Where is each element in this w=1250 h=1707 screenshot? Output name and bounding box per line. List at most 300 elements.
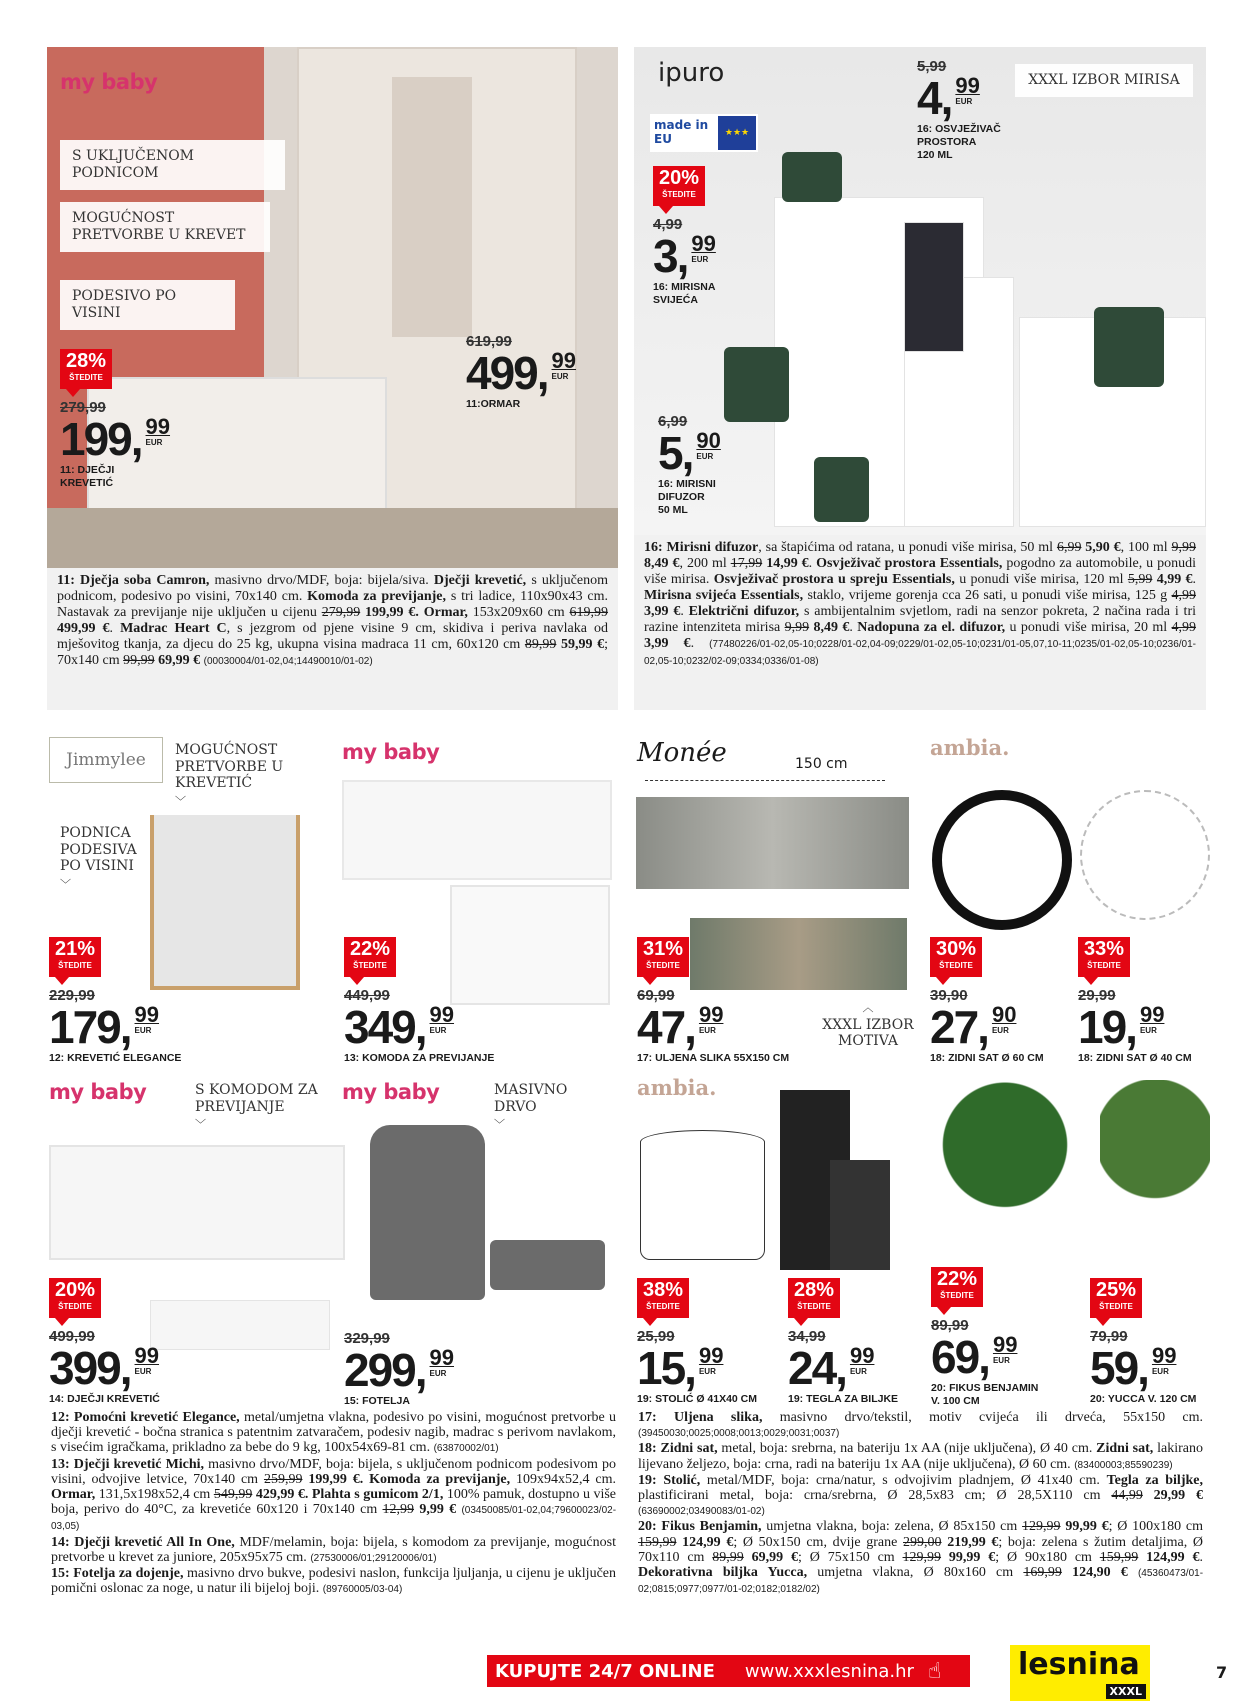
discount-badge xyxy=(637,937,689,977)
price-decimal xyxy=(430,1347,454,1379)
jimmylee-logo: Jimmylee xyxy=(49,737,163,783)
note-podnica-visina xyxy=(60,825,145,893)
discount-badge xyxy=(930,937,982,977)
body-text: ; Ø 75x150 cm xyxy=(798,1549,903,1565)
discount-badge xyxy=(344,937,396,977)
article-code: (00030004/01-02,04;14490010/01-02) xyxy=(203,656,373,667)
logo-tag: XXXL xyxy=(1106,1684,1146,1699)
product-label: 13: KOMODA ZA PREVIJANJE xyxy=(344,1052,495,1064)
current-price xyxy=(49,1342,160,1394)
made-in-eu-label: made in EU xyxy=(654,118,709,146)
body-text: MDF/melamin, boja: bijela, s komodom za previjanje, mogućnost pretvorbe u krevet za juniore, 205x95x75 cm. xyxy=(51,1534,616,1565)
chevron-down-icon: ﹀ xyxy=(175,794,186,808)
discount-percent: 31% xyxy=(642,938,684,960)
body-text: ; boja: zelena s žutim detaljima, Ø 70x110 cm xyxy=(638,1534,1204,1565)
product-label: 16: MIRISNA SVIJEĆA xyxy=(653,281,716,306)
old-price: 279,99 xyxy=(60,399,106,416)
description-17-20 xyxy=(634,1410,1207,1597)
note-masivno-drvo xyxy=(494,1082,574,1134)
body-text: ; Ø 50x150 cm, dvije grane xyxy=(733,1534,904,1550)
bold-text: 199,99 €. xyxy=(365,605,419,620)
old-price: 89,99 xyxy=(931,1317,969,1334)
discount-percent: 33% xyxy=(1083,938,1125,960)
dimension-label: 150 cm xyxy=(795,756,848,772)
plant-stand-short-image xyxy=(830,1160,890,1270)
currency: EUR xyxy=(134,1367,152,1376)
old-price-text: 549,99 xyxy=(213,1487,253,1503)
bold-text: 12: Pomoćni krevetić Elegance, xyxy=(51,1410,240,1425)
description-12-15 xyxy=(47,1410,620,1597)
current-price xyxy=(344,1344,455,1396)
bold-text: Komoda za previjanje, xyxy=(307,589,447,604)
discount-percent: 30% xyxy=(935,938,977,960)
article-code: (03450085/01-02,04;79600023/02-03,05) xyxy=(51,1505,617,1533)
price-block xyxy=(466,333,576,411)
ambia-logo: ambia. xyxy=(637,1075,717,1100)
old-price: 329,99 xyxy=(344,1330,390,1347)
body-text: masivno drvo bukve, podesivi naslon, funkcija ljuljanja, u cijenu je uključen pomični oslonac za noge, u natur ili bijeloj boji. xyxy=(51,1566,616,1597)
price-decimal xyxy=(992,1004,1016,1036)
currency: EUR xyxy=(698,1026,716,1035)
price-integer: 499, xyxy=(466,347,548,399)
eu-flag-icon: ★★★ xyxy=(718,116,756,150)
savings-label: ŠTEDITE xyxy=(58,961,92,970)
body-text: umjetna vlakna, boja: zelena, Ø 85x150 cm xyxy=(761,1519,1023,1535)
savings-label: ŠTEDITE xyxy=(1099,1302,1133,1311)
price-cents: 99 xyxy=(134,1343,160,1368)
old-price-text: 279,99 xyxy=(321,605,361,620)
old-price-text: 89,99 xyxy=(524,637,557,652)
body-text: plastificirani metal, boja: crna/srebrna, Ø 28,5x83 cm; Ø 28,5X110 cm xyxy=(638,1488,1112,1504)
old-price: 79,99 xyxy=(1090,1328,1128,1345)
body-text: ; 70x140 cm xyxy=(57,637,608,668)
price-integer: 15, xyxy=(637,1342,695,1394)
description-16 xyxy=(634,535,1206,710)
product-label: 17: ULJENA SLIKA 55X150 CM xyxy=(637,1052,790,1064)
price-decimal xyxy=(696,430,720,462)
price-block xyxy=(344,1330,454,1408)
bold-text: 14,99 € xyxy=(766,556,809,571)
body-text: masivno drvo/MDF, boja: bijela, s uključenom podnicom podesivom po visini, odvojive letvice, 70x140 cm xyxy=(51,1456,616,1487)
bold-text: 15: Fotelja za dojenje, xyxy=(51,1566,184,1582)
discount-percent: 20% xyxy=(54,1279,96,1301)
current-price xyxy=(1078,1001,1192,1053)
price-decimal xyxy=(135,1345,159,1377)
body-text: s ambijentalnim svjetlom, radi na senzor pokreta, 2 načina rada i tri razine intenziteta mirisa xyxy=(644,604,1197,635)
chevron-down-icon: ﹀ xyxy=(60,877,71,891)
ipuro-logo: ipuro xyxy=(658,58,725,88)
ambia-logo: ambia. xyxy=(930,735,1010,760)
savings-label: ŠTEDITE xyxy=(940,1291,974,1300)
body-text: umjetna vlakna, Ø 80x160 cm xyxy=(807,1565,1024,1581)
bold-text: 4,99 € xyxy=(1156,572,1193,587)
price-block xyxy=(653,166,716,307)
lesnina-logo xyxy=(1010,1645,1150,1701)
price-decimal xyxy=(699,1345,723,1377)
old-price-text: 17,99 xyxy=(730,556,763,571)
price-cents: 99 xyxy=(429,1002,455,1027)
price-integer: 299, xyxy=(344,1344,426,1396)
body-text: ; Ø 100x180 cm xyxy=(1108,1519,1204,1535)
silver-wall-clock-image xyxy=(1080,790,1210,920)
bold-text: Tegla za biljke, xyxy=(1106,1472,1203,1488)
old-price: 5,99 xyxy=(917,58,947,75)
price-cents: 99 xyxy=(145,414,171,439)
online-shop-banner[interactable] xyxy=(487,1655,970,1687)
dimension-arrow xyxy=(645,780,885,781)
discount-badge xyxy=(1090,1278,1142,1318)
old-price-text: 159,99 xyxy=(1099,1549,1139,1565)
chevron-up-icon: ︿ xyxy=(862,1001,874,1014)
price-decimal xyxy=(1152,1345,1176,1377)
old-price: 6,99 xyxy=(658,413,688,430)
price-cents: 99 xyxy=(698,1343,724,1368)
article-code: (63690002;03490083/01-02) xyxy=(638,1506,765,1518)
current-price xyxy=(344,1001,494,1053)
price-block xyxy=(637,1278,757,1406)
old-price-text: 299,00 xyxy=(903,1534,942,1550)
discount-badge xyxy=(931,1267,983,1307)
price-integer: 3, xyxy=(653,230,688,282)
body-text: . xyxy=(849,620,858,635)
body-text: 153x209x60 cm xyxy=(467,605,570,620)
product-label: 20: YUCCA V. 120 CM xyxy=(1090,1393,1197,1405)
product-label: 18: ZIDNI SAT Ø 60 CM xyxy=(930,1052,1044,1064)
old-price-text: 44,99 xyxy=(1111,1488,1143,1504)
old-price: 69,99 xyxy=(637,987,675,1004)
body-text: . xyxy=(1192,572,1197,587)
article-code: (39450030;0025;0008;0013;0029;0031;0037) xyxy=(638,1428,840,1440)
old-price-text: 259,99 xyxy=(263,1471,303,1487)
chevron-down-icon: ﹀ xyxy=(195,1118,206,1131)
product-label: 15: FOTELJA xyxy=(344,1395,410,1407)
old-price-text: 4,99 xyxy=(1171,588,1196,603)
current-price xyxy=(637,1001,789,1053)
price-integer: 179, xyxy=(49,1001,131,1053)
bold-text: Ormar, xyxy=(423,605,468,620)
bold-text: Dekorativna biljka Yucca, xyxy=(638,1565,808,1581)
bold-text: 219,99 € xyxy=(947,1534,999,1550)
bold-text: 124,90 € xyxy=(1072,1565,1128,1581)
savings-label: ŠTEDITE xyxy=(69,373,103,382)
currency: EUR xyxy=(1139,1026,1157,1035)
savings-label: ŠTEDITE xyxy=(1087,961,1121,970)
bold-text: 9,99 € xyxy=(419,1502,457,1518)
old-price: 4,99 xyxy=(653,216,683,233)
currency: EUR xyxy=(849,1367,867,1376)
bold-text: 17: Uljena slika, xyxy=(638,1410,763,1425)
note-izbor-motiva xyxy=(818,998,918,1050)
price-cents: 99 xyxy=(1151,1343,1177,1368)
shelf-image xyxy=(392,77,472,337)
bold-text: 429,99 €. Plahta s gumicom 2/1, xyxy=(255,1487,444,1503)
hand-cursor-icon: ☝ xyxy=(927,1658,942,1684)
body-text: . xyxy=(680,604,689,619)
callout-pretvorba: MOGUĆNOST PRETVORBE U KREVET xyxy=(60,202,270,252)
bold-text: Zidni sat, xyxy=(1096,1441,1154,1457)
discount-badge xyxy=(653,166,705,206)
price-block xyxy=(49,937,181,1065)
bold-text: 13: Dječji krevetić Michi, xyxy=(51,1456,205,1472)
bold-text: 124,99 € xyxy=(1146,1549,1200,1565)
price-decimal xyxy=(146,416,170,448)
price-integer: 19, xyxy=(1078,1001,1136,1053)
body-text: 100% pamuk, dostupno u više boja, perivo do 40°C, za krevetiće 60x120 i 70x140 cm xyxy=(51,1487,617,1518)
bold-text: 16: Mirisni difuzor xyxy=(644,540,759,555)
product-label: 16: OSVJEŽIVAČ PROSTORA 120 ML xyxy=(917,123,1001,161)
bold-text: Električni difuzor, xyxy=(688,604,800,619)
price-decimal xyxy=(552,350,576,382)
body-text: , 200 ml xyxy=(679,556,731,571)
body-text: 131,5x198x52,4 cm xyxy=(95,1487,214,1503)
discount-badge xyxy=(637,1278,689,1318)
monee-logo: Monée xyxy=(637,738,727,768)
body-text: , s jezgrom od pjene visine 9 cm, skidiva i periva navlaka od mješovitog tkanja, za djecu do 25 kg, ukupna visina madraca 11 cm, 60x120 cm xyxy=(57,621,608,652)
currency: EUR xyxy=(955,97,973,106)
savings-label: ŠTEDITE xyxy=(646,1302,680,1311)
bold-text: 29,99 € xyxy=(1153,1488,1204,1504)
discount-badge xyxy=(60,349,112,389)
current-price xyxy=(637,1342,757,1394)
body-text: masivno drvo/tekstil, motiv cvijeća ili drveća, 55x150 cm. xyxy=(762,1410,1203,1425)
discount-percent: 22% xyxy=(349,938,391,960)
painting-flowers-image xyxy=(636,797,909,889)
price-block xyxy=(637,937,789,1065)
price-block xyxy=(930,937,1044,1065)
floor xyxy=(47,508,618,568)
price-block xyxy=(344,937,494,1065)
my-baby-logo: my baby xyxy=(49,1080,147,1104)
bold-text: 199,99 €. Komoda za previjanje, xyxy=(308,1471,511,1487)
body-text: metal/MDF, boja: crna/natur, s odvojivim pladnjem, Ø 41x40 cm. xyxy=(700,1472,1107,1488)
article-code: (83400003;85590239) xyxy=(1074,1459,1173,1471)
body-text: . xyxy=(109,621,121,636)
currency: EUR xyxy=(551,372,569,381)
price-decimal xyxy=(691,233,715,265)
website-link[interactable]: www.xxxlesnina.hr xyxy=(744,1660,914,1682)
savings-label: ŠTEDITE xyxy=(662,190,696,199)
price-block xyxy=(931,1267,1038,1408)
body-text: staklo, vrijeme gorenja cca 26 sati, u ponudi više mirisa, 125 g xyxy=(803,588,1172,603)
price-cents: 99 xyxy=(1139,1002,1165,1027)
savings-label: ŠTEDITE xyxy=(939,961,973,970)
footrest-image xyxy=(490,1240,605,1290)
bold-text: 8,49 € xyxy=(813,620,850,635)
body-text: metal, boja: srebrna, na bateriju 1x AA (nije uključena), Ø 40 cm. xyxy=(717,1441,1097,1457)
body-text xyxy=(941,1550,949,1565)
old-price: 499,99 xyxy=(49,1328,95,1345)
price-decimal xyxy=(135,1004,159,1036)
bold-text: 18: Zidni sat, xyxy=(638,1441,718,1457)
old-price-text: 12,99 xyxy=(382,1502,415,1518)
body-text: , 100 ml xyxy=(1120,540,1172,555)
price-integer: 399, xyxy=(49,1342,131,1394)
discount-percent: 38% xyxy=(642,1279,684,1301)
note-text: MOGUĆNOST PRETVORBE U KREVETIĆ xyxy=(175,742,284,791)
currency: EUR xyxy=(696,452,714,461)
bold-text: 20: Fikus Benjamin, xyxy=(638,1519,762,1535)
savings-label: ŠTEDITE xyxy=(797,1302,831,1311)
price-block xyxy=(49,1278,160,1406)
current-price xyxy=(653,230,716,282)
bold-text: 124,99 € xyxy=(682,1534,734,1550)
bold-text: 69,99 € xyxy=(158,653,201,668)
product-label: 11:ORMAR xyxy=(466,398,521,410)
body-text: u ponudi više mirisa, 120 ml xyxy=(954,572,1128,587)
all-in-one-crib-image xyxy=(49,1145,345,1260)
currency: EUR xyxy=(698,1367,716,1376)
price-cents: 99 xyxy=(691,231,716,256)
discount-badge xyxy=(49,937,101,977)
old-price: 229,99 xyxy=(49,987,95,1004)
price-decimal xyxy=(850,1345,874,1377)
price-block xyxy=(1078,937,1192,1065)
body-text: lakirano lijevano željezo, boja: crna, radi na bateriju 1x AA (nije uključena), Ø 60 cm. xyxy=(638,1441,1203,1472)
article-code: (89760005/03-04) xyxy=(322,1584,403,1596)
discount-percent: 20% xyxy=(658,167,700,189)
old-price: 34,99 xyxy=(788,1328,826,1345)
crib-michi-image xyxy=(342,780,612,880)
bold-text: 3,99 € xyxy=(644,636,691,651)
nursing-chair-image xyxy=(370,1125,485,1300)
note-text: MASIVNO DRVO xyxy=(494,1082,568,1115)
yucca-image xyxy=(1100,1080,1210,1275)
price-cents: 99 xyxy=(992,1332,1018,1357)
product-label: 20: FIKUS BENJAMIN V. 100 CM xyxy=(931,1382,1039,1407)
discount-percent: 21% xyxy=(54,938,96,960)
price-block xyxy=(917,58,1001,162)
price-integer: 27, xyxy=(930,1001,988,1053)
body-text: metal/umjetna vlakna, podesivo po visini, mogućnost pretvorbe u dječji krevetić - bočna stranica s patentnim zatvaračem, podesiv nagib, madrac s perivom navlakom, s visećim igračkama, prikladno za bebe do 9 kg, 100x54x69-81 cm. xyxy=(51,1410,616,1456)
price-block xyxy=(1090,1278,1196,1406)
old-price-text: 169,99 xyxy=(1023,1565,1062,1581)
body-text: s tri ladice, 110x90x43 cm. Nastavak za previjanje nije uključen u cijenu xyxy=(57,589,608,620)
bold-text: Osvježivač prostora u spreju Essentials, xyxy=(713,572,955,587)
price-block xyxy=(60,349,170,490)
body-text: ; Ø 90x180 cm xyxy=(995,1549,1100,1565)
side-table-image xyxy=(640,1130,765,1260)
current-price xyxy=(49,1001,181,1053)
currency: EUR xyxy=(691,255,709,264)
price-integer: 199, xyxy=(60,413,142,465)
price-decimal xyxy=(955,75,979,107)
body-text xyxy=(1143,1488,1154,1503)
ficus-image xyxy=(940,1080,1070,1265)
price-cents: 90 xyxy=(696,428,721,453)
old-price-text: 9,99 xyxy=(1171,540,1197,555)
price-integer: 59, xyxy=(1090,1342,1148,1394)
current-price xyxy=(917,72,1001,124)
bold-text: 14: Dječji krevetić All In One, xyxy=(51,1534,235,1550)
price-decimal xyxy=(993,1334,1017,1366)
body-text: , sa štapićima od ratana, u ponudi više mirisa, 50 ml xyxy=(758,540,1057,555)
old-price-text: 99,99 xyxy=(123,653,155,668)
body-text: . xyxy=(1199,1549,1204,1565)
discount-percent: 25% xyxy=(1095,1279,1137,1301)
callout-podnica: S UKLJUČENOM PODNICOM xyxy=(60,140,285,190)
body-text: 109x94x52,4 cm. xyxy=(510,1471,616,1487)
made-in-eu-badge xyxy=(650,114,758,152)
discount-badge xyxy=(788,1278,840,1318)
note-s-komodom xyxy=(195,1082,325,1134)
price-cents: 90 xyxy=(991,1002,1017,1027)
price-integer: 69, xyxy=(931,1331,989,1383)
price-decimal xyxy=(430,1004,454,1036)
price-block xyxy=(788,1278,898,1406)
body-text xyxy=(1128,1565,1138,1580)
body-text: . xyxy=(690,636,710,651)
current-price xyxy=(658,427,721,479)
old-price-text: 4,99 xyxy=(1171,620,1196,635)
bold-text: Nadopuna za el. difuzor, xyxy=(857,620,1006,635)
currency: EUR xyxy=(992,1356,1010,1365)
price-cents: 99 xyxy=(698,1002,724,1027)
current-price xyxy=(60,413,171,465)
note-pretvorba-krevetic xyxy=(175,742,295,810)
price-integer: 5, xyxy=(658,427,693,479)
old-price-text: 9,99 xyxy=(784,620,810,635)
bold-text: Madrac Heart C xyxy=(120,621,227,636)
current-price xyxy=(931,1331,1038,1383)
bold-text: 99,99 € xyxy=(948,1549,996,1565)
price-cents: 99 xyxy=(134,1002,160,1027)
price-integer: 47, xyxy=(637,1001,695,1053)
discount-percent: 28% xyxy=(65,350,107,372)
article-code: (45360473/01-02;0815;0977;0977/01-02;0182;0182/02) xyxy=(638,1568,1204,1596)
bold-text: Dječji krevetić, xyxy=(433,573,527,588)
cta-text: KUPUJTE 24/7 ONLINE xyxy=(495,1660,715,1682)
price-integer: 4, xyxy=(917,72,952,124)
price-cents: 99 xyxy=(849,1343,875,1368)
currency: EUR xyxy=(145,438,163,447)
discount-badge xyxy=(49,1278,101,1318)
logo-text: lesnina xyxy=(1018,1647,1140,1682)
old-price: 449,99 xyxy=(344,987,390,1004)
discount-percent: 28% xyxy=(793,1279,835,1301)
note-text: PODNICA PODESIVA PO VISINI xyxy=(60,825,137,874)
callout-podesivo: PODESIVO PO VISINI xyxy=(60,280,235,330)
my-baby-logo: my baby xyxy=(342,1080,440,1104)
body-text xyxy=(744,1550,752,1565)
product-label: 19: STOLIĆ Ø 41X40 CM xyxy=(637,1393,758,1405)
body-text: pogodno za automobile, u ponudi više mirisa. xyxy=(644,556,1197,587)
bold-text: Ormar, xyxy=(51,1487,96,1503)
product-label: 18: ZIDNI SAT Ø 40 CM xyxy=(1078,1052,1192,1064)
currency: EUR xyxy=(991,1026,1009,1035)
product-label: 11: DJEČJI KREVETIĆ xyxy=(60,464,115,489)
article-code: (27530006/01;29120006/01) xyxy=(310,1552,437,1564)
body-text xyxy=(1138,1550,1146,1565)
old-price: 25,99 xyxy=(637,1328,675,1345)
junior-bed-image xyxy=(150,1300,330,1350)
price-decimal xyxy=(699,1004,723,1036)
current-price xyxy=(788,1342,898,1394)
currency: EUR xyxy=(1151,1367,1169,1376)
product-label: 12: KREVETIĆ ELEGANCE xyxy=(49,1052,182,1064)
bold-text: 59,99 € xyxy=(561,637,605,652)
old-price: 29,99 xyxy=(1078,987,1116,1004)
price-integer: 24, xyxy=(788,1342,846,1394)
article-code: (63870002/01) xyxy=(433,1443,499,1455)
description-11 xyxy=(47,568,618,710)
page-number: 7 xyxy=(1216,1663,1228,1682)
bold-text: 69,99 € xyxy=(751,1549,799,1565)
body-text: . xyxy=(808,556,817,571)
chevron-down-icon: ﹀ xyxy=(494,1118,505,1131)
bold-text: 3,99 € xyxy=(644,604,681,619)
savings-label: ŠTEDITE xyxy=(353,961,387,970)
body-text xyxy=(1062,1565,1072,1580)
